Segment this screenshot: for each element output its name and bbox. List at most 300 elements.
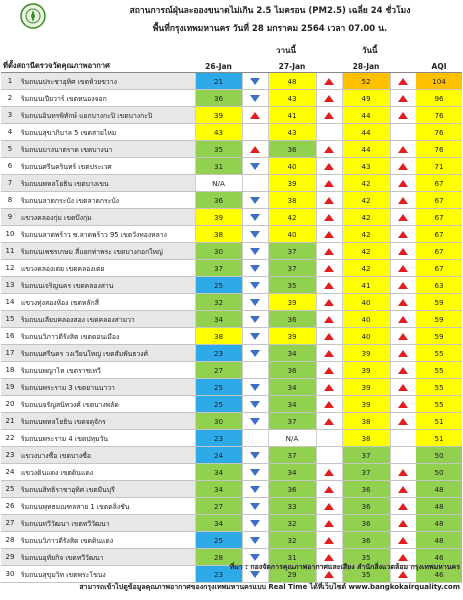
row-number: 17 <box>1 345 19 362</box>
value-27-jan: 43 <box>268 90 316 107</box>
station-name: ริมถนนสุขาภิบาล 5 เขตสายไหม <box>19 124 195 141</box>
trend-27-jan <box>316 532 342 549</box>
value-27-jan: 42 <box>268 209 316 226</box>
table-header-row <box>1 60 462 73</box>
value-28-jan: 42 <box>342 192 390 209</box>
trend-26-jan <box>242 481 268 498</box>
value-27-jan: 41 <box>268 107 316 124</box>
arrow-up-icon <box>398 112 408 119</box>
trend-26-jan <box>242 124 268 141</box>
trend-28-jan <box>390 345 416 362</box>
arrow-down-icon <box>250 265 260 272</box>
aqi-value: 67 <box>416 192 462 209</box>
row-number: 4 <box>1 124 19 141</box>
value-27-jan: 33 <box>268 498 316 515</box>
value-26-jan: 37 <box>195 260 242 277</box>
trend-26-jan <box>242 515 268 532</box>
station-name: ริมถนนศรีนคร วงเวียนใหญ่ เขตสัมพันธวงศ์ <box>19 345 195 362</box>
trend-27-jan <box>316 226 342 243</box>
arrow-up-icon <box>398 248 408 255</box>
arrow-up-icon <box>398 554 408 561</box>
arrow-up-icon <box>324 163 334 170</box>
trend-26-jan <box>242 379 268 396</box>
arrow-up-icon <box>250 146 260 153</box>
station-name: ริมถนนเปียวาร์ เขตหนองจอก <box>19 90 195 107</box>
table-row <box>1 294 462 311</box>
arrow-up-icon <box>324 282 334 289</box>
trend-28-jan <box>390 277 416 294</box>
value-28-jan: 40 <box>342 294 390 311</box>
arrow-down-icon <box>250 554 260 561</box>
trend-27-jan <box>316 447 342 464</box>
value-26-jan: 23 <box>195 566 242 583</box>
row-number: 20 <box>1 396 19 413</box>
row-number: 19 <box>1 379 19 396</box>
arrow-up-icon <box>398 180 408 187</box>
today-label: วันนี้ <box>362 46 378 55</box>
value-28-jan: 38 <box>342 413 390 430</box>
trend-28-jan <box>390 481 416 498</box>
station-name: ริมถนนบางนาตราด เขตบางนา <box>19 141 195 158</box>
value-26-jan: 36 <box>195 192 242 209</box>
value-27-jan: 36 <box>268 141 316 158</box>
trend-28-jan <box>390 260 416 277</box>
station-name: ริมถนนพระราม 4 เขตปทุมวัน <box>19 430 195 447</box>
station-name: ริมถนนลาดพร้าว ซ.ลาดพร้าว 95 เขตวังทองหลาง <box>19 226 195 243</box>
aqi-value: 67 <box>416 243 462 260</box>
table-row <box>1 311 462 328</box>
arrow-up-icon <box>324 197 334 204</box>
row-number: 18 <box>1 362 19 379</box>
value-27-jan: 36 <box>268 481 316 498</box>
arrow-up-icon <box>324 350 334 357</box>
arrow-up-icon <box>398 486 408 493</box>
arrow-up-icon <box>324 418 334 425</box>
value-28-jan: 39 <box>342 379 390 396</box>
trend-26-jan <box>242 192 268 209</box>
trend-28-jan <box>390 515 416 532</box>
table-row <box>1 447 462 464</box>
trend-28-jan <box>390 328 416 345</box>
station-name: ริมถนนวิภาวดีรังสิต เขตดอนเมือง <box>19 328 195 345</box>
row-number: 26 <box>1 498 19 515</box>
arrow-up-icon <box>324 265 334 272</box>
arrow-up-icon <box>324 486 334 493</box>
trend-26-jan <box>242 260 268 277</box>
aqi-value: 59 <box>416 311 462 328</box>
arrow-up-icon <box>324 384 334 391</box>
arrow-down-icon <box>250 503 260 510</box>
value-27-jan: 37 <box>268 447 316 464</box>
trend-27-jan <box>316 464 342 481</box>
row-number: 12 <box>1 260 19 277</box>
value-28-jan: 40 <box>342 328 390 345</box>
trend-27-jan <box>316 328 342 345</box>
source-note: ที่มา : กองจัดการคุณภาพอากาศและเสียง สำนักสิ่งแวดล้อม กรุงเทพมหานคร <box>229 563 460 571</box>
station-name: แขวงคลองกุ่ม เขตบึงกุ่ม <box>19 209 195 226</box>
arrow-down-icon <box>250 299 260 306</box>
trend-27-jan <box>316 345 342 362</box>
trend-28-jan <box>390 430 416 447</box>
value-27-jan: N/A <box>268 430 316 447</box>
value-26-jan: 25 <box>195 277 242 294</box>
station-name: ริมถนนเลียบคลองสอง เขตคลองสามวา <box>19 311 195 328</box>
trend-26-jan <box>242 158 268 175</box>
value-27-jan: 31 <box>268 549 316 566</box>
aqi-value: 48 <box>416 481 462 498</box>
arrow-down-icon <box>250 231 260 238</box>
value-28-jan: 39 <box>342 396 390 413</box>
arrow-down-icon <box>250 95 260 102</box>
trend-27-jan <box>316 362 342 379</box>
table-row <box>1 124 462 141</box>
row-number: 1 <box>1 73 19 90</box>
arrow-up-icon <box>398 384 408 391</box>
aqi-value: 46 <box>416 549 462 566</box>
aqi-value: 59 <box>416 294 462 311</box>
trend-28-jan <box>390 226 416 243</box>
header-station: ที่ตั้งสถานีตรวจวัดคุณภาพอากาศ <box>1 60 195 73</box>
table-row <box>1 107 462 124</box>
value-28-jan: 38 <box>342 430 390 447</box>
row-number: 8 <box>1 192 19 209</box>
arrow-up-icon <box>324 146 334 153</box>
header-26-jan: 26-Jan <box>195 60 242 73</box>
aqi-value: 50 <box>416 447 462 464</box>
row-number: 16 <box>1 328 19 345</box>
arrow-down-icon <box>250 350 260 357</box>
arrow-down-icon <box>250 452 260 459</box>
aqi-value: 48 <box>416 515 462 532</box>
trend-27-jan <box>316 90 342 107</box>
value-27-jan: 37 <box>268 243 316 260</box>
trend-27-jan <box>316 158 342 175</box>
trend-28-jan <box>390 141 416 158</box>
arrow-up-icon <box>398 520 408 527</box>
arrow-up-icon <box>398 537 408 544</box>
report-title: สถานการณ์ฝุ่นละอองขนาดไม่เกิน 2.5 ไมครอน (PM2.5) เฉลี่ย 24 ชั่วโมง <box>129 6 411 16</box>
arrow-up-icon <box>324 333 334 340</box>
value-28-jan: 49 <box>342 90 390 107</box>
station-name: ริมถนนพหลโยธิน เขตจตุจักร <box>19 413 195 430</box>
value-28-jan: 44 <box>342 107 390 124</box>
value-28-jan: 42 <box>342 260 390 277</box>
station-name: แขวงคลองเตย เขตคลองเตย <box>19 260 195 277</box>
aqi-value: 76 <box>416 107 462 124</box>
aqi-value: 96 <box>416 90 462 107</box>
station-name: ริมถนนพระราม 3 เขตยานนาวา <box>19 379 195 396</box>
value-28-jan: 37 <box>342 464 390 481</box>
bma-logo-icon <box>20 3 46 29</box>
table-row <box>1 396 462 413</box>
arrow-up-icon <box>398 282 408 289</box>
trend-28-jan <box>390 158 416 175</box>
value-26-jan: 39 <box>195 107 242 124</box>
trend-28-jan <box>390 447 416 464</box>
trend-28-jan <box>390 90 416 107</box>
row-number: 14 <box>1 294 19 311</box>
value-27-jan: 40 <box>268 226 316 243</box>
arrow-up-icon <box>398 197 408 204</box>
aqi-value: 55 <box>416 396 462 413</box>
trend-26-jan <box>242 328 268 345</box>
value-28-jan: 52 <box>342 73 390 90</box>
value-27-jan: 32 <box>268 532 316 549</box>
station-name: ริมถนนลาดกระบัง เขตลาดกระบัง <box>19 192 195 209</box>
trend-27-jan <box>316 124 342 141</box>
value-27-jan: 39 <box>268 328 316 345</box>
trend-28-jan <box>390 464 416 481</box>
value-26-jan: 24 <box>195 447 242 464</box>
trend-26-jan <box>242 277 268 294</box>
station-name: ริมถนนอินทรพิทักษ์ แยกบางกะปิ เขตบางกะปิ <box>19 107 195 124</box>
trend-27-jan <box>316 243 342 260</box>
value-26-jan: 23 <box>195 430 242 447</box>
value-27-jan: 37 <box>268 413 316 430</box>
pm25-table <box>1 60 462 583</box>
trend-27-jan <box>316 396 342 413</box>
value-27-jan: 39 <box>268 294 316 311</box>
value-26-jan: 30 <box>195 243 242 260</box>
station-name: ริมถนนพหลโยธิน เขตบางเขน <box>19 175 195 192</box>
value-28-jan: 42 <box>342 243 390 260</box>
arrow-up-icon <box>398 503 408 510</box>
trend-26-jan <box>242 396 268 413</box>
header-aqi: AQI <box>416 60 462 73</box>
arrow-up-icon <box>398 146 408 153</box>
value-27-jan: 40 <box>268 158 316 175</box>
trend-26-jan <box>242 73 268 90</box>
station-name: ริมถนนเพชรเกษม สี่แยกท่าพระ เขตบางกอกใหญ่ <box>19 243 195 260</box>
trend-27-jan <box>316 73 342 90</box>
row-number: 29 <box>1 549 19 566</box>
value-28-jan: 42 <box>342 175 390 192</box>
arrow-up-icon <box>324 112 334 119</box>
value-27-jan: 36 <box>268 362 316 379</box>
arrow-up-icon <box>398 418 408 425</box>
arrow-down-icon <box>250 418 260 425</box>
value-28-jan: 39 <box>342 362 390 379</box>
trend-26-jan <box>242 532 268 549</box>
arrow-up-icon <box>324 316 334 323</box>
arrow-up-icon <box>324 214 334 221</box>
table-row <box>1 430 462 447</box>
arrow-up-icon <box>324 401 334 408</box>
row-number: 3 <box>1 107 19 124</box>
aqi-value: 50 <box>416 464 462 481</box>
arrow-up-icon <box>398 95 408 102</box>
row-number: 11 <box>1 243 19 260</box>
trend-26-jan <box>242 107 268 124</box>
row-number: 27 <box>1 515 19 532</box>
value-27-jan: 34 <box>268 464 316 481</box>
arrow-up-icon <box>324 248 334 255</box>
row-number: 7 <box>1 175 19 192</box>
header-27-jan: 27-Jan <box>268 60 316 73</box>
arrow-down-icon <box>250 214 260 221</box>
arrow-up-icon <box>324 299 334 306</box>
table-row <box>1 226 462 243</box>
value-26-jan: 38 <box>195 328 242 345</box>
value-28-jan: 42 <box>342 226 390 243</box>
value-26-jan: 34 <box>195 311 242 328</box>
arrow-down-icon <box>250 163 260 170</box>
aqi-value: 67 <box>416 226 462 243</box>
arrow-down-icon <box>250 248 260 255</box>
arrow-up-icon <box>398 299 408 306</box>
row-number: 30 <box>1 566 19 583</box>
value-28-jan: 39 <box>342 345 390 362</box>
aqi-value: 63 <box>416 277 462 294</box>
value-28-jan: 36 <box>342 481 390 498</box>
trend-28-jan <box>390 209 416 226</box>
station-name: แขวงทุ่งสองห้อง เขตหลักสี่ <box>19 294 195 311</box>
value-26-jan: 34 <box>195 515 242 532</box>
value-28-jan: 44 <box>342 141 390 158</box>
value-28-jan: 44 <box>342 124 390 141</box>
yesterday-label: วานนี้ <box>276 46 296 55</box>
arrow-down-icon <box>250 282 260 289</box>
aqi-value: 51 <box>416 413 462 430</box>
arrow-up-icon <box>398 333 408 340</box>
trend-27-jan <box>316 498 342 515</box>
value-27-jan: 38 <box>268 192 316 209</box>
value-28-jan: 35 <box>342 566 390 583</box>
value-26-jan: 28 <box>195 549 242 566</box>
value-27-jan: 34 <box>268 379 316 396</box>
table-row <box>1 532 462 549</box>
row-number: 6 <box>1 158 19 175</box>
table-row <box>1 158 462 175</box>
table-row <box>1 141 462 158</box>
value-26-jan: 34 <box>195 481 242 498</box>
arrow-up-icon <box>324 231 334 238</box>
arrow-up-icon <box>398 231 408 238</box>
trend-26-jan <box>242 311 268 328</box>
table-row <box>1 379 462 396</box>
trend-27-jan <box>316 277 342 294</box>
trend-26-jan <box>242 90 268 107</box>
value-28-jan: 36 <box>342 532 390 549</box>
aqi-value: 48 <box>416 498 462 515</box>
station-name: ริมถนนศรีนครินทร์ เขตประเวศ <box>19 158 195 175</box>
aqi-value: 48 <box>416 532 462 549</box>
trend-26-jan <box>242 464 268 481</box>
value-26-jan: 30 <box>195 413 242 430</box>
aqi-value: 55 <box>416 379 462 396</box>
arrow-down-icon <box>250 486 260 493</box>
value-28-jan: 41 <box>342 277 390 294</box>
value-26-jan: 34 <box>195 464 242 481</box>
trend-27-jan <box>316 209 342 226</box>
station-name: ริมถนนจรัญสนิทวงศ์ เขตบางพลัด <box>19 396 195 413</box>
table-row <box>1 209 462 226</box>
table-row <box>1 277 462 294</box>
row-number: 9 <box>1 209 19 226</box>
arrow-down-icon <box>250 520 260 527</box>
aqi-value: 59 <box>416 328 462 345</box>
arrow-up-icon <box>398 469 408 476</box>
trend-28-jan <box>390 73 416 90</box>
arrow-up-icon <box>250 112 260 119</box>
aqi-value: 76 <box>416 141 462 158</box>
arrow-up-icon <box>324 537 334 544</box>
trend-27-jan <box>316 430 342 447</box>
table-row <box>1 481 462 498</box>
trend-26-jan <box>242 430 268 447</box>
row-number: 28 <box>1 532 19 549</box>
value-26-jan: 25 <box>195 379 242 396</box>
station-name: ริมถนนประชาอุทิศ เขตห้วยขวาง <box>19 73 195 90</box>
trend-27-jan <box>316 175 342 192</box>
arrow-down-icon <box>250 78 260 85</box>
value-28-jan: 36 <box>342 498 390 515</box>
trend-26-jan <box>242 175 268 192</box>
value-28-jan: 35 <box>342 549 390 566</box>
aqi-value: 46 <box>416 566 462 583</box>
value-26-jan: 23 <box>195 345 242 362</box>
arrow-up-icon <box>398 367 408 374</box>
table-row <box>1 175 462 192</box>
trend-27-jan <box>316 260 342 277</box>
aqi-value: 104 <box>416 73 462 90</box>
station-name: ริมถนนสุขุมวิท เขตพระโขนง <box>19 566 195 583</box>
trend-27-jan <box>316 413 342 430</box>
trend-27-jan <box>316 379 342 396</box>
value-27-jan: 36 <box>268 311 316 328</box>
arrow-up-icon <box>398 78 408 85</box>
trend-26-jan <box>242 345 268 362</box>
aqi-value: 51 <box>416 430 462 447</box>
trend-26-jan <box>242 362 268 379</box>
value-26-jan: 25 <box>195 532 242 549</box>
table-row <box>1 498 462 515</box>
trend-26-jan <box>242 209 268 226</box>
row-number: 23 <box>1 447 19 464</box>
arrow-up-icon <box>324 95 334 102</box>
arrow-down-icon <box>250 469 260 476</box>
value-26-jan: 43 <box>195 124 242 141</box>
table-row <box>1 362 462 379</box>
value-27-jan: 29 <box>268 566 316 583</box>
trend-27-jan <box>316 311 342 328</box>
row-number: 5 <box>1 141 19 158</box>
value-26-jan: 39 <box>195 209 242 226</box>
arrow-up-icon <box>324 503 334 510</box>
arrow-up-icon <box>398 401 408 408</box>
station-name: ริมถนนเจริญนคร เขตคลองสาน <box>19 277 195 294</box>
trend-26-jan <box>242 243 268 260</box>
arrow-up-icon <box>324 554 334 561</box>
row-number: 24 <box>1 464 19 481</box>
trend-28-jan <box>390 413 416 430</box>
trend-28-jan <box>390 192 416 209</box>
value-27-jan: 39 <box>268 175 316 192</box>
trend-28-jan <box>390 243 416 260</box>
trend-27-jan <box>316 515 342 532</box>
table-row <box>1 345 462 362</box>
trend-28-jan <box>390 379 416 396</box>
row-number: 22 <box>1 430 19 447</box>
arrow-up-icon <box>398 316 408 323</box>
arrow-down-icon <box>250 537 260 544</box>
trend-28-jan <box>390 311 416 328</box>
trend-28-jan <box>390 498 416 515</box>
row-number: 25 <box>1 481 19 498</box>
arrow-up-icon <box>324 78 334 85</box>
table-row <box>1 73 462 90</box>
arrow-up-icon <box>324 520 334 527</box>
